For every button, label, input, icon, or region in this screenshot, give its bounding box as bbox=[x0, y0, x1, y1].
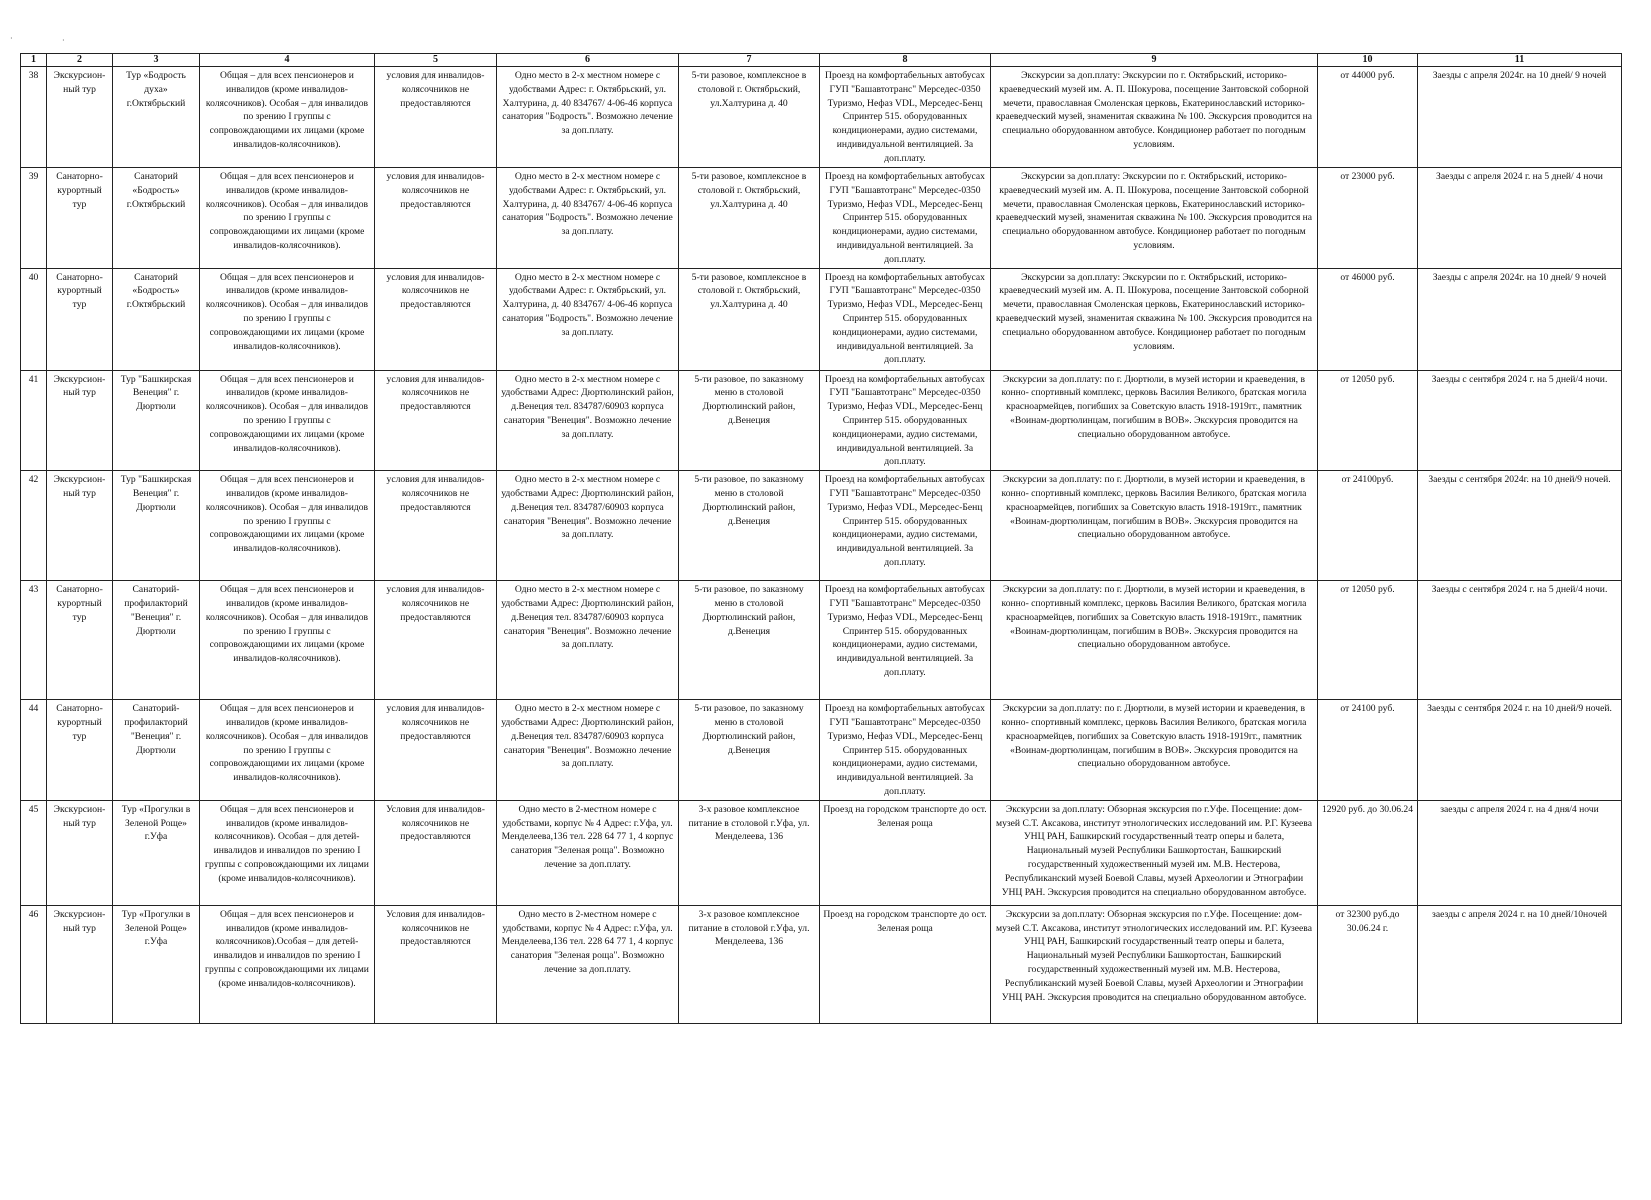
scan-speck: · bbox=[10, 34, 13, 43]
transport: Проезд на комфортабельных автобусах ГУП "Башавтотранс" Мерседес-0350 Туризмо, Нефаз VDL, Мерседес-Бенц Спринтер 515. оборудованных кондиционерами, аудио системами, индивидуальной вентиляцией. За доп.плату. bbox=[820, 700, 991, 801]
price: от 24100 руб. bbox=[1318, 700, 1418, 801]
transport: Проезд на городском транспорте до ост. Зеленая роща bbox=[820, 905, 991, 1023]
accommodation: Одно место в 2-местном номере с удобствами, корпус № 4 Адрес: г.Уфа, ул. Менделеева,136 тел. 228 64 77 1, 4 корпус санатория "Зеленая роща". Возможно лечение за доп.плату. bbox=[497, 800, 679, 905]
transport: Проезд на комфортабельных автобусах ГУП "Башавтотранс" Мерседес-0350 Туризмо, Нефаз VDL, Мерседес-Бенц Спринтер 515. оборудованных кондиционерами, аудио системами, индивидуальной вентиляцией. За доп.плату. bbox=[820, 268, 991, 370]
tour-name: Тур «Бодрость духа» г.Октябрьский bbox=[113, 67, 200, 168]
column-header: 5 bbox=[375, 54, 497, 67]
meals: 5-ти разовое, по заказному меню в столовой Дюртюлинский район, д.Венеция bbox=[679, 471, 820, 581]
column-header: 6 bbox=[497, 54, 679, 67]
accommodation: Одно место в 2-х местном номере с удобствами Адрес: Дюртюлинский район, д.Венеция тел. 834787/60903 корпуса санатория "Венеция". Возможно лечение за доп.плату. bbox=[497, 581, 679, 700]
excursions: Экскурсии за доп.плату: по г. Дюртюли, в музей истории и краеведения, в конно- спортивный комплекс, церковь Василия Великого, братская могила красноармейцев, погибших за Советскую власть 1918-1919гг., памятник «Воинам-дюртюлинцам, погибшим в ВОВ». Экскурсия проводится на специально оборудованном автобусе. bbox=[991, 700, 1318, 801]
table-row bbox=[21, 268, 1622, 370]
target-group: Общая – для всех пенсионеров и инвалидов (кроме инвалидов-колясочников). Особая – для детей-инвалидов и инвалидов по зрению I группы с сопровождающими их лицами (кроме инвалидов-колясочников). bbox=[200, 800, 375, 905]
price: от 12050 руб. bbox=[1318, 370, 1418, 471]
accessibility: условия для инвалидов-колясочников не предоставляются bbox=[375, 581, 497, 700]
tour-type: Экскурсион-ный тур bbox=[47, 67, 113, 168]
table-row bbox=[21, 700, 1622, 801]
accessibility: Условия для инвалидов-колясочников не предоставляются bbox=[375, 800, 497, 905]
dates: Заезды с сентября 2024 г. на 5 дней/4 ночи. bbox=[1418, 581, 1622, 700]
target-group: Общая – для всех пенсионеров и инвалидов (кроме инвалидов-колясочников). Особая – для инвалидов по зрению I группы с сопровождающими их лицами (кроме инвалидов-колясочников). bbox=[200, 581, 375, 700]
table-row bbox=[21, 800, 1622, 905]
target-group: Общая – для всех пенсионеров и инвалидов (кроме инвалидов-колясочников). Особая – для инвалидов по зрению I группы с сопровождающими их лицами (кроме инвалидов-колясочников). bbox=[200, 471, 375, 581]
column-header: 4 bbox=[200, 54, 375, 67]
dates: Заезды с сентября 2024 г. на 5 дней/4 ночи. bbox=[1418, 370, 1622, 471]
accessibility: условия для инвалидов-колясочников не предоставляются bbox=[375, 268, 497, 370]
dates: Заезды с апреля 2024г. на 10 дней/ 9 ночей bbox=[1418, 67, 1622, 168]
dates: Заезды с апреля 2024г. на 10 дней/ 9 ночей bbox=[1418, 268, 1622, 370]
price: 12920 руб. до 30.06.24 bbox=[1318, 800, 1418, 905]
meals: 5-ти разовое, по заказному меню в столовой Дюртюлинский район, д.Венеция bbox=[679, 370, 820, 471]
column-header: 11 bbox=[1418, 54, 1622, 67]
meals: 3-х разовое комплексное питание в столовой г.Уфа, ул. Менделеева, 136 bbox=[679, 800, 820, 905]
row-number: 44 bbox=[21, 700, 47, 801]
price: от 24100руб. bbox=[1318, 471, 1418, 581]
tour-type: Санаторно-курортный тур bbox=[47, 168, 113, 269]
accommodation: Одно место в 2-х местном номере с удобствами Адрес: Дюртюлинский район, д.Венеция тел. 834787/60903 корпуса санатория "Венеция". Возможно лечение за доп.плату. bbox=[497, 471, 679, 581]
transport: Проезд на комфортабельных автобусах ГУП "Башавтотранс" Мерседес-0350 Туризмо, Нефаз VDL, Мерседес-Бенц Спринтер 515. оборудованных кондиционерами, аудио системами, индивидуальной вентиляцией. За доп.плату. bbox=[820, 581, 991, 700]
excursions: Экскурсии за доп.плату: Обзорная экскурсия по г.Уфе. Посещение: дом-музей С.Т. Аксакова, институт этнологических исследований им. Р.Г. Кузеева УНЦ РАН, Башкирский государственный театр оперы и балета, Национальный музей Республики Башкортостан, Башкирский государственный художественный музей им. М.В. Нестерова, Республиканский музей Боевой Славы, музей Археологии и Этнографии УНЦ РАН. Экскурсия проводится на специально оборудованном автобусе. bbox=[991, 800, 1318, 905]
dates: заезды с апреля 2024 г. на 4 дня/4 ночи bbox=[1418, 800, 1622, 905]
price: от 44000 руб. bbox=[1318, 67, 1418, 168]
tour-name: Тур «Прогулки в Зеленой Роще» г.Уфа bbox=[113, 905, 200, 1023]
tour-type: Санаторно-курортный тур bbox=[47, 268, 113, 370]
row-number: 43 bbox=[21, 581, 47, 700]
tour-name: Тур "Башкирская Венеция" г. Дюртюли bbox=[113, 471, 200, 581]
accommodation: Одно место в 2-х местном номере с удобствами Адрес: Дюртюлинский район, д.Венеция тел. 834787/60903 корпуса санатория "Венеция". Возможно лечение за доп.плату. bbox=[497, 700, 679, 801]
table-row bbox=[21, 581, 1622, 700]
dates: Заезды с сентября 2024 г. на 10 дней/9 ночей. bbox=[1418, 700, 1622, 801]
tours-table bbox=[20, 53, 1622, 1024]
row-number: 46 bbox=[21, 905, 47, 1023]
excursions: Экскурсии за доп.плату: по г. Дюртюли, в музей истории и краеведения, в конно- спортивный комплекс, церковь Василия Великого, братская могила красноармейцев, погибших за Советскую власть 1918-1919гг., памятник «Воинам-дюртюлинцам, погибшим в ВОВ». Экскурсия проводится на специально оборудованном автобусе. bbox=[991, 370, 1318, 471]
transport: Проезд на комфортабельных автобусах ГУП "Башавтотранс" Мерседес-0350 Туризмо, Нефаз VDL, Мерседес-Бенц Спринтер 515. оборудованных кондиционерами, аудио системами, индивидуальной вентиляцией. За доп.плату. bbox=[820, 370, 991, 471]
transport: Проезд на комфортабельных автобусах ГУП "Башавтотранс" Мерседес-0350 Туризмо, Нефаз VDL, Мерседес-Бенц Спринтер 515. оборудованных кондиционерами, аудио системами, индивидуальной вентиляцией. За доп.плату. bbox=[820, 168, 991, 269]
row-number: 38 bbox=[21, 67, 47, 168]
price: от 32300 руб.до 30.06.24 г. bbox=[1318, 905, 1418, 1023]
dates: Заезды с апреля 2024 г. на 5 дней/ 4 ночи bbox=[1418, 168, 1622, 269]
table-row bbox=[21, 370, 1622, 471]
excursions: Экскурсии за доп.плату: по г. Дюртюли, в музей истории и краеведения, в конно- спортивный комплекс, церковь Василия Великого, братская могила красноармейцев, погибших за Советскую власть 1918-1919гг., памятник «Воинам-дюртюлинцам, погибшим в ВОВ». Экскурсия проводится на специально оборудованном автобусе. bbox=[991, 581, 1318, 700]
accommodation: Одно место в 2-х местном номере с удобствами Адрес: г. Октябрьский, ул. Халтурина, д. 40 834767/ 4-06-46 корпуса санатория "Бодрость". Возможно лечение за доп.плату. bbox=[497, 67, 679, 168]
price: от 12050 руб. bbox=[1318, 581, 1418, 700]
table-row bbox=[21, 67, 1622, 168]
transport: Проезд на городском транспорте до ост. Зеленая роща bbox=[820, 800, 991, 905]
column-header: 3 bbox=[113, 54, 200, 67]
tour-name: Санаторий «Бодрость» г.Октябрьский bbox=[113, 268, 200, 370]
tour-name: Тур «Прогулки в Зеленой Роще» г.Уфа bbox=[113, 800, 200, 905]
row-number: 42 bbox=[21, 471, 47, 581]
target-group: Общая – для всех пенсионеров и инвалидов (кроме инвалидов-колясочников). Особая – для инвалидов по зрению I группы с сопровождающими их лицами (кроме инвалидов-колясочников). bbox=[200, 370, 375, 471]
tour-type: Санаторно-курортный тур bbox=[47, 581, 113, 700]
meals: 5-ти разовое, комплексное в столовой г. Октябрьский, ул.Халтурина д. 40 bbox=[679, 67, 820, 168]
accommodation: Одно место в 2-х местном номере с удобствами Адрес: г. Октябрьский, ул. Халтурина, д. 40 834767/ 4-06-46 корпуса санатория "Бодрость". Возможно лечение за доп.плату. bbox=[497, 268, 679, 370]
target-group: Общая – для всех пенсионеров и инвалидов (кроме инвалидов-колясочников).Особая – для детей-инвалидов и инвалидов по зрению I группы с сопровождающими их лицами (кроме инвалидов-колясочников). bbox=[200, 905, 375, 1023]
tour-name: Тур "Башкирская Венеция" г. Дюртюли bbox=[113, 370, 200, 471]
meals: 5-ти разовое, по заказному меню в столовой Дюртюлинский район, д.Венеция bbox=[679, 581, 820, 700]
column-header: 9 bbox=[991, 54, 1318, 67]
accessibility: условия для инвалидов-колясочников не предоставляются bbox=[375, 168, 497, 269]
accessibility: условия для инвалидов-колясочников не предоставляются bbox=[375, 67, 497, 168]
tour-name: Санаторий-профилакторий "Венеция" г. Дюртюли bbox=[113, 700, 200, 801]
tour-name: Санаторий-профилакторий "Венеция" г. Дюртюли bbox=[113, 581, 200, 700]
excursions: Экскурсии за доп.плату: Экскурсии по г. Октябрьский, историко-краеведческий музей им. А. П. Шокурова, посещение Зантовской соборной мечети, православная Смоленская церковь, Екатеринославский историко-краеведческий музей, знаменитая скважина № 100. Экскурсия проводится на специально оборудованном автобусе. Кондиционер работает по погодным условиям. bbox=[991, 67, 1318, 168]
transport: Проезд на комфортабельных автобусах ГУП "Башавтотранс" Мерседес-0350 Туризмо, Нефаз VDL, Мерседес-Бенц Спринтер 515. оборудованных кондиционерами, аудио системами, индивидуальной вентиляцией. За доп.плату. bbox=[820, 67, 991, 168]
transport: Проезд на комфортабельных автобусах ГУП "Башавтотранс" Мерседес-0350 Туризмо, Нефаз VDL, Мерседес-Бенц Спринтер 515. оборудованных кондиционерами, аудио системами, индивидуальной вентиляцией. За доп.плату. bbox=[820, 471, 991, 581]
accommodation: Одно место в 2-х местном номере с удобствами Адрес: г. Октябрьский, ул. Халтурина, д. 40 834767/ 4-06-46 корпуса санатория "Бодрость". Возможно лечение за доп.плату. bbox=[497, 168, 679, 269]
document-page bbox=[20, 53, 1621, 1024]
price: от 46000 руб. bbox=[1318, 268, 1418, 370]
column-header: 7 bbox=[679, 54, 820, 67]
accessibility: условия для инвалидов-колясочников не предоставляются bbox=[375, 471, 497, 581]
meals: 5-ти разовое, комплексное в столовой г. Октябрьский, ул.Халтурина д. 40 bbox=[679, 168, 820, 269]
tour-type: Экскурсион-ный тур bbox=[47, 800, 113, 905]
tour-type: Санаторно-курортный тур bbox=[47, 700, 113, 801]
row-number: 39 bbox=[21, 168, 47, 269]
excursions: Экскурсии за доп.плату: по г. Дюртюли, в музей истории и краеведения, в конно- спортивный комплекс, церковь Василия Великого, братская могила красноармейцев, погибших за Советскую власть 1918-1919гг., памятник «Воинам-дюртюлинцам, погибшим в ВОВ». Экскурсия проводится на специально оборудованном автобусе. bbox=[991, 471, 1318, 581]
scan-speck: · bbox=[62, 36, 65, 45]
column-header: 10 bbox=[1318, 54, 1418, 67]
row-number: 45 bbox=[21, 800, 47, 905]
tour-name: Санаторий «Бодрость» г.Октябрьский bbox=[113, 168, 200, 269]
accommodation: Одно место в 2-местном номере с удобствами, корпус № 4 Адрес: г.Уфа, ул. Менделеева,136 тел. 228 64 77 1, 4 корпус санатория "Зеленая роща". Возможно лечение за доп.плату. bbox=[497, 905, 679, 1023]
meals: 3-х разовое комплексное питание в столовой г.Уфа, ул. Менделеева, 136 bbox=[679, 905, 820, 1023]
table-row bbox=[21, 471, 1622, 581]
meals: 5-ти разовое, по заказному меню в столовой Дюртюлинский район, д.Венеция bbox=[679, 700, 820, 801]
meals: 5-ти разовое, комплексное в столовой г. Октябрьский, ул.Халтурина д. 40 bbox=[679, 268, 820, 370]
target-group: Общая – для всех пенсионеров и инвалидов (кроме инвалидов-колясочников). Особая – для инвалидов по зрению I группы с сопровождающими их лицами (кроме инвалидов-колясочников). bbox=[200, 168, 375, 269]
price: от 23000 руб. bbox=[1318, 168, 1418, 269]
tour-type: Экскурсион-ный тур bbox=[47, 370, 113, 471]
table-row bbox=[21, 168, 1622, 269]
accessibility: условия для инвалидов-колясочников не предоставляются bbox=[375, 700, 497, 801]
column-header: 1 bbox=[21, 54, 47, 67]
tour-type: Экскурсион-ный тур bbox=[47, 905, 113, 1023]
column-header: 2 bbox=[47, 54, 113, 67]
row-number: 40 bbox=[21, 268, 47, 370]
excursions: Экскурсии за доп.плату: Экскурсии по г. Октябрьский, историко-краеведческий музей им. А. П. Шокурова, посещение Зантовской соборной мечети, православная Смоленская церковь, Екатеринославский историко-краеведческий музей, знаменитая скважина № 100. Экскурсия проводится на специально оборудованном автобусе. Кондиционер работает по погодным условиям. bbox=[991, 168, 1318, 269]
dates: заезды с апреля 2024 г. на 10 дней/10ночей bbox=[1418, 905, 1622, 1023]
target-group: Общая – для всех пенсионеров и инвалидов (кроме инвалидов-колясочников). Особая – для инвалидов по зрению I группы с сопровождающими их лицами (кроме инвалидов-колясочников). bbox=[200, 67, 375, 168]
target-group: Общая – для всех пенсионеров и инвалидов (кроме инвалидов-колясочников). Особая – для инвалидов по зрению I группы с сопровождающими их лицами (кроме инвалидов-колясочников). bbox=[200, 268, 375, 370]
column-header: 8 bbox=[820, 54, 991, 67]
accommodation: Одно место в 2-х местном номере с удобствами Адрес: Дюртюлинский район, д.Венеция тел. 834787/60903 корпуса санатория "Венеция". Возможно лечение за доп.плату. bbox=[497, 370, 679, 471]
dates: Заезды с сентября 2024г. на 10 дней/9 ночей. bbox=[1418, 471, 1622, 581]
excursions: Экскурсии за доп.плату: Обзорная экскурсия по г.Уфе. Посещение: дом-музей С.Т. Аксакова, институт этнологических исследований им. Р.Г. Кузеева УНЦ РАН, Башкирский государственный театр оперы и балета, Национальный музей Республики Башкортостан, Башкирский государственный художественный музей им. М.В. Нестерова, Республиканский музей Боевой Славы, музей Археологии и Этнографии УНЦ РАН. Экскурсия проводится на специально оборудованном автобусе. bbox=[991, 905, 1318, 1023]
accessibility: условия для инвалидов-колясочников не предоставляются bbox=[375, 370, 497, 471]
header-row bbox=[21, 54, 1622, 67]
table-row bbox=[21, 905, 1622, 1023]
row-number: 41 bbox=[21, 370, 47, 471]
accessibility: Условия для инвалидов-колясочников не предоставляются bbox=[375, 905, 497, 1023]
tour-type: Экскурсион-ный тур bbox=[47, 471, 113, 581]
excursions: Экскурсии за доп.плату: Экскурсии по г. Октябрьский, историко-краеведческий музей им. А. П. Шокурова, посещение Зантовской соборной мечети, православная Смоленская церковь, Екатеринославский историко-краеведческий музей, знаменитая скважина № 100. Экскурсия проводится на специально оборудованном автобусе. Кондиционер работает по погодным условиям. bbox=[991, 268, 1318, 370]
target-group: Общая – для всех пенсионеров и инвалидов (кроме инвалидов-колясочников). Особая – для инвалидов по зрению I группы с сопровождающими их лицами (кроме инвалидов-колясочников). bbox=[200, 700, 375, 801]
